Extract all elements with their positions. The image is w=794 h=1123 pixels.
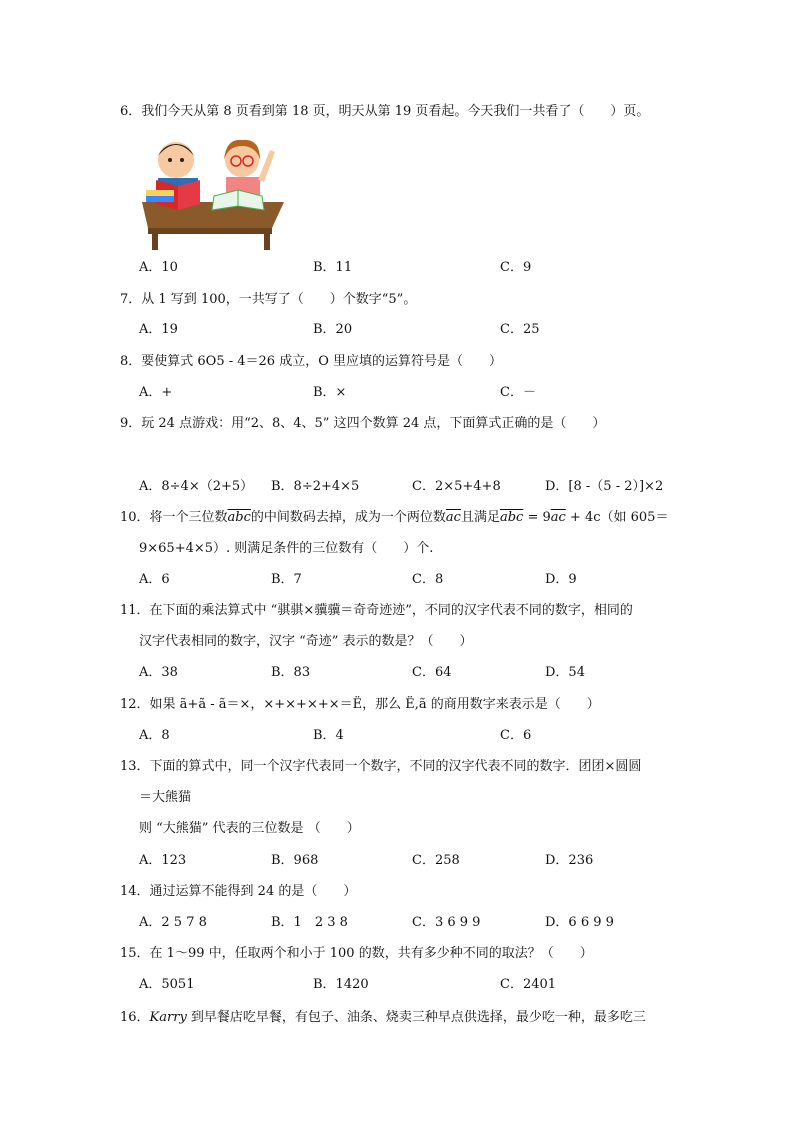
question-7-stem: 7．从 1 写到 100，一共写了（ ）个数字“5”。	[120, 292, 417, 307]
question-10-option-d[interactable]: D．9	[545, 572, 577, 587]
question-15-option-a[interactable]: A．5051	[139, 977, 195, 992]
question-11-option-a[interactable]: A．38	[139, 665, 178, 680]
question-9-option-b[interactable]: B．8÷2+4×5	[271, 479, 360, 494]
question-8-option-b[interactable]: B．×	[313, 385, 347, 400]
question-13-option-d[interactable]: D．236	[545, 853, 594, 868]
question-15-option-b[interactable]: B．1420	[313, 977, 369, 992]
question-14-option-c[interactable]: C．3 6 9 9	[412, 915, 481, 930]
question-6-stem: 6．我们今天从第 8 页看到第 18 页，明天从第 19 页看起。今天我们一共看了（ ）页。	[120, 104, 650, 119]
question-11-stem: 11．在下面的乘法算式中 “骐骐×骥骥＝奇奇迹迹”，不同的汉字代表不同的数字，相同的	[120, 603, 633, 618]
question-13-option-a[interactable]: A．123	[139, 853, 187, 868]
question-8-option-a[interactable]: A．+	[139, 385, 173, 400]
question-12-stem: 12．如果 ã+ã - ã＝×，×+×+×+×＝Ë，那么 Ë,ã 的商用数字来表示是（ ）	[120, 697, 600, 712]
question-6-option-a[interactable]: A．10	[139, 260, 178, 275]
question-13-option-b[interactable]: B．968	[271, 853, 319, 868]
overline-abc-2: $\overline{abc}$	[499, 510, 524, 525]
overline-ac-2: $\overline{ac}$	[550, 510, 566, 525]
question-7-option-a[interactable]: A．19	[139, 322, 178, 337]
question-7-option-c[interactable]: C．25	[500, 322, 540, 337]
question-11-option-c[interactable]: C．64	[412, 665, 452, 680]
question-14-option-a[interactable]: A．2 5 7 8	[139, 915, 207, 930]
question-7-option-b[interactable]: B．20	[313, 322, 353, 337]
question-14-stem: 14．通过运算不能得到 24 的是（ ）	[120, 884, 357, 899]
question-11-option-b[interactable]: B．83	[271, 665, 311, 680]
question-14-option-d[interactable]: D．6 6 9 9	[545, 915, 614, 930]
question-16-stem: 16．Karry 到早餐店吃早餐，有包子、油条、烧卖三种早点供选择，最少吃一种，最多吃三	[120, 1010, 646, 1025]
question-13-stem-line-3: 则 “大熊猫” 代表的三位数是 （ ）	[139, 821, 360, 836]
question-10-option-b[interactable]: B．7	[271, 572, 302, 587]
overline-abc: $\overline{abc}$	[227, 510, 251, 525]
overline-ac: $\overline{ac}$	[445, 510, 461, 525]
question-6-option-c[interactable]: C．9	[500, 260, 532, 275]
question-10-stem-line-2: 9×65+4×5）. 则满足条件的三位数有（ ）个.	[139, 541, 434, 556]
question-12-option-a[interactable]: A．8	[139, 728, 170, 743]
question-13-stem-line-2: ＝大熊猫	[139, 790, 192, 805]
question-13-option-c[interactable]: C．258	[412, 853, 460, 868]
question-14-option-b[interactable]: B．1 2 3 8	[271, 915, 348, 930]
question-11-stem-line-2: 汉字代表相同的数字，汉字 “奇迹” 表示的数是？（ ）	[139, 634, 473, 649]
question-12-option-c[interactable]: C．6	[500, 728, 532, 743]
question-15-stem: 15．在 1～99 中，任取两个和小于 100 的数，共有多少种不同的取法？（ ）	[120, 946, 593, 961]
children-reading-illustration	[138, 130, 288, 252]
question-10-stem: 10．将一个三位数$\overline{abc}$的中间数码去掉，成为一个两位数$\overline{ac}$且满足$\overline{abc} = 9\overline{ac} + 4c$（如 605＝	[120, 510, 669, 525]
question-10-option-a[interactable]: A．6	[139, 572, 170, 587]
question-9-option-a[interactable]: A．8÷4×（2+5）	[139, 479, 254, 494]
question-12-option-b[interactable]: B．4	[313, 728, 344, 743]
question-9-stem: 9．玩 24 点游戏：用“2、8、4、5” 这四个数算 24 点，下面算式正确的是（ ）	[120, 416, 606, 431]
question-9-option-d[interactable]: D．[8 -（5 - 2）]×2	[545, 479, 664, 494]
question-8-stem: 8．要使算式 6O5 - 4＝26 成立，O 里应填的运算符号是（ ）	[120, 354, 502, 369]
name-karry: Karry	[149, 1010, 187, 1025]
question-10-option-c[interactable]: C．8	[412, 572, 444, 587]
question-11-option-d[interactable]: D．54	[545, 665, 585, 680]
question-15-option-c[interactable]: C．2401	[500, 977, 557, 992]
question-6-option-b[interactable]: B．11	[313, 260, 353, 275]
question-13-stem: 13．下面的算式中，同一个汉字代表同一个数字，不同的汉字代表不同的数字．团团×圆圆	[120, 759, 642, 774]
question-9-option-c[interactable]: C．2×5+4+8	[412, 479, 501, 494]
question-8-option-c[interactable]: C．－	[500, 385, 536, 400]
